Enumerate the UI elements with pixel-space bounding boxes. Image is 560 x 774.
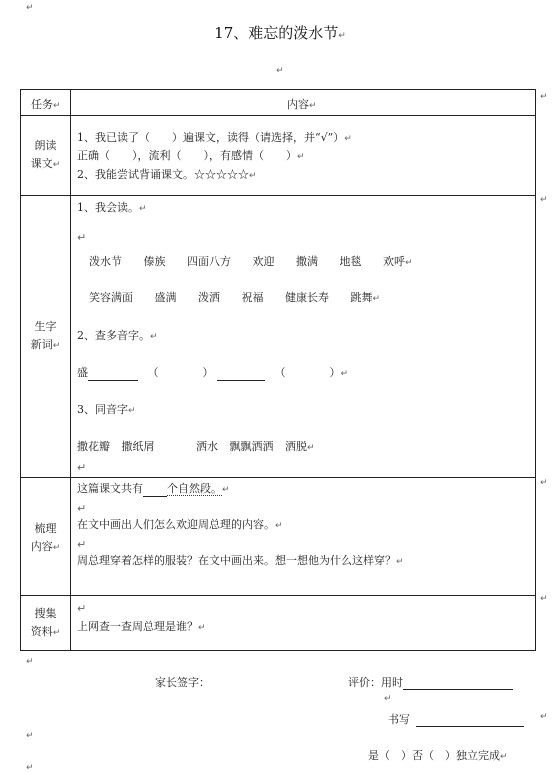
- reading-count-line: 1、我已读了（ ）遍课文，读得（请选择，并“√”）↵: [77, 131, 352, 144]
- paragraph-mark: ↵: [26, 763, 34, 773]
- word: 地毯: [339, 255, 362, 268]
- paragraph-mark: ↵: [26, 731, 34, 741]
- worksheet-table: [20, 89, 536, 651]
- evaluation-time-label: 评价：用时: [348, 674, 513, 690]
- word: 健康长寿: [285, 291, 329, 304]
- research-line: 上网查一查周总理是谁？↵: [77, 620, 206, 633]
- vocab-q2: 2、查多音字。↵: [77, 329, 158, 342]
- reading-quality-line: 正确（ ），流利（ ），有感情（ ）↵: [77, 149, 305, 162]
- vocab-q3: 3、同音字↵: [77, 403, 136, 416]
- paragraph-mark: ↵: [77, 502, 87, 515]
- word: 泼洒: [198, 291, 220, 304]
- word: 洒脱: [285, 440, 307, 453]
- paragraph-mark: ↵: [276, 66, 284, 76]
- polyphone-line: 盛 （ ） （ ）↵: [77, 366, 349, 379]
- paragraph-mark: ↵: [77, 231, 87, 244]
- answer-blank[interactable]: [143, 496, 167, 497]
- word: 洒水: [196, 440, 218, 453]
- word: 撒满: [296, 255, 318, 268]
- vocab-q1: 1、我会读。↵: [77, 201, 147, 214]
- paragraph-mark: ↵: [540, 712, 548, 722]
- answer-blank[interactable]: [217, 380, 265, 381]
- word: 笑容满面: [89, 291, 133, 304]
- independent-completion: 是（ ）否（ ）独立完成↵: [368, 749, 508, 762]
- word-list-2: 笑容满面 盛满 泼洒 祝福 健康长寿 跳舞↵: [89, 291, 381, 304]
- row-divider: [21, 195, 535, 196]
- paragraph-mark: ↵: [540, 195, 548, 205]
- parent-signature-label: 家长签字：: [155, 676, 210, 689]
- time-blank[interactable]: [403, 689, 513, 690]
- homophone-line: 撒花瓣 撒纸屑 洒水 飘飘洒洒 洒脱↵: [77, 440, 315, 453]
- word: 欢呼: [383, 255, 405, 268]
- outline-line-1: 这篇课文共有 个自然段。↵: [77, 482, 230, 495]
- word: 傣族: [143, 255, 166, 268]
- paragraph-mark: ↵: [77, 602, 87, 615]
- header-task: 任务↵: [31, 98, 61, 111]
- word-list-1: 泼水节 傣族 四面八方 欢迎 撒满 地毯 欢呼↵: [89, 255, 413, 268]
- row-label-research: 搜集 资料↵: [30, 607, 61, 638]
- paragraph-mark: ↵: [384, 694, 392, 704]
- paragraph-mark: ↵: [540, 478, 548, 488]
- outline-line-2: 在文中画出人们怎么欢迎周总理的内容。↵: [77, 518, 283, 531]
- row-label-vocab: 生字 新词↵: [30, 320, 61, 351]
- row-divider: [21, 477, 535, 478]
- row-divider: [21, 115, 535, 116]
- paragraph-mark: ↵: [26, 657, 34, 667]
- word: 撒纸屑: [121, 440, 155, 453]
- word: 飘飘洒洒: [229, 440, 274, 453]
- paragraph-mark: ↵: [77, 538, 87, 551]
- recite-line: 2、我能尝试背诵课文。☆☆☆☆☆↵: [77, 168, 257, 181]
- word: 泼水节: [89, 255, 122, 268]
- answer-blank[interactable]: [88, 380, 138, 381]
- paragraph-mark: ↵: [540, 92, 548, 102]
- word: 四面八方: [187, 255, 231, 268]
- word: 祝福: [241, 291, 264, 304]
- word: 撒花瓣: [77, 440, 110, 453]
- paragraph-mark: ↵: [26, 3, 34, 13]
- row-label-outline: 梳理 内容↵: [30, 522, 61, 553]
- header-content: 内容↵: [287, 98, 317, 111]
- outline-line-3: 周总理穿着怎样的服装？在文中画出来。想一想他为什么这样穿？↵: [77, 554, 404, 567]
- page-title: 17、难忘的泼水节↵: [214, 24, 346, 42]
- writing-label: 书写: [388, 711, 524, 727]
- column-divider: [70, 90, 71, 650]
- word: 欢迎: [252, 255, 275, 268]
- word: 跳舞: [350, 291, 373, 304]
- writing-blank[interactable]: [416, 726, 524, 727]
- row-label-reading: 朗读 课文↵: [30, 139, 61, 170]
- paragraph-mark: ↵: [540, 594, 548, 604]
- row-divider: [21, 595, 535, 596]
- word: 盛满: [154, 291, 177, 304]
- paragraph-mark: ↵: [77, 461, 87, 474]
